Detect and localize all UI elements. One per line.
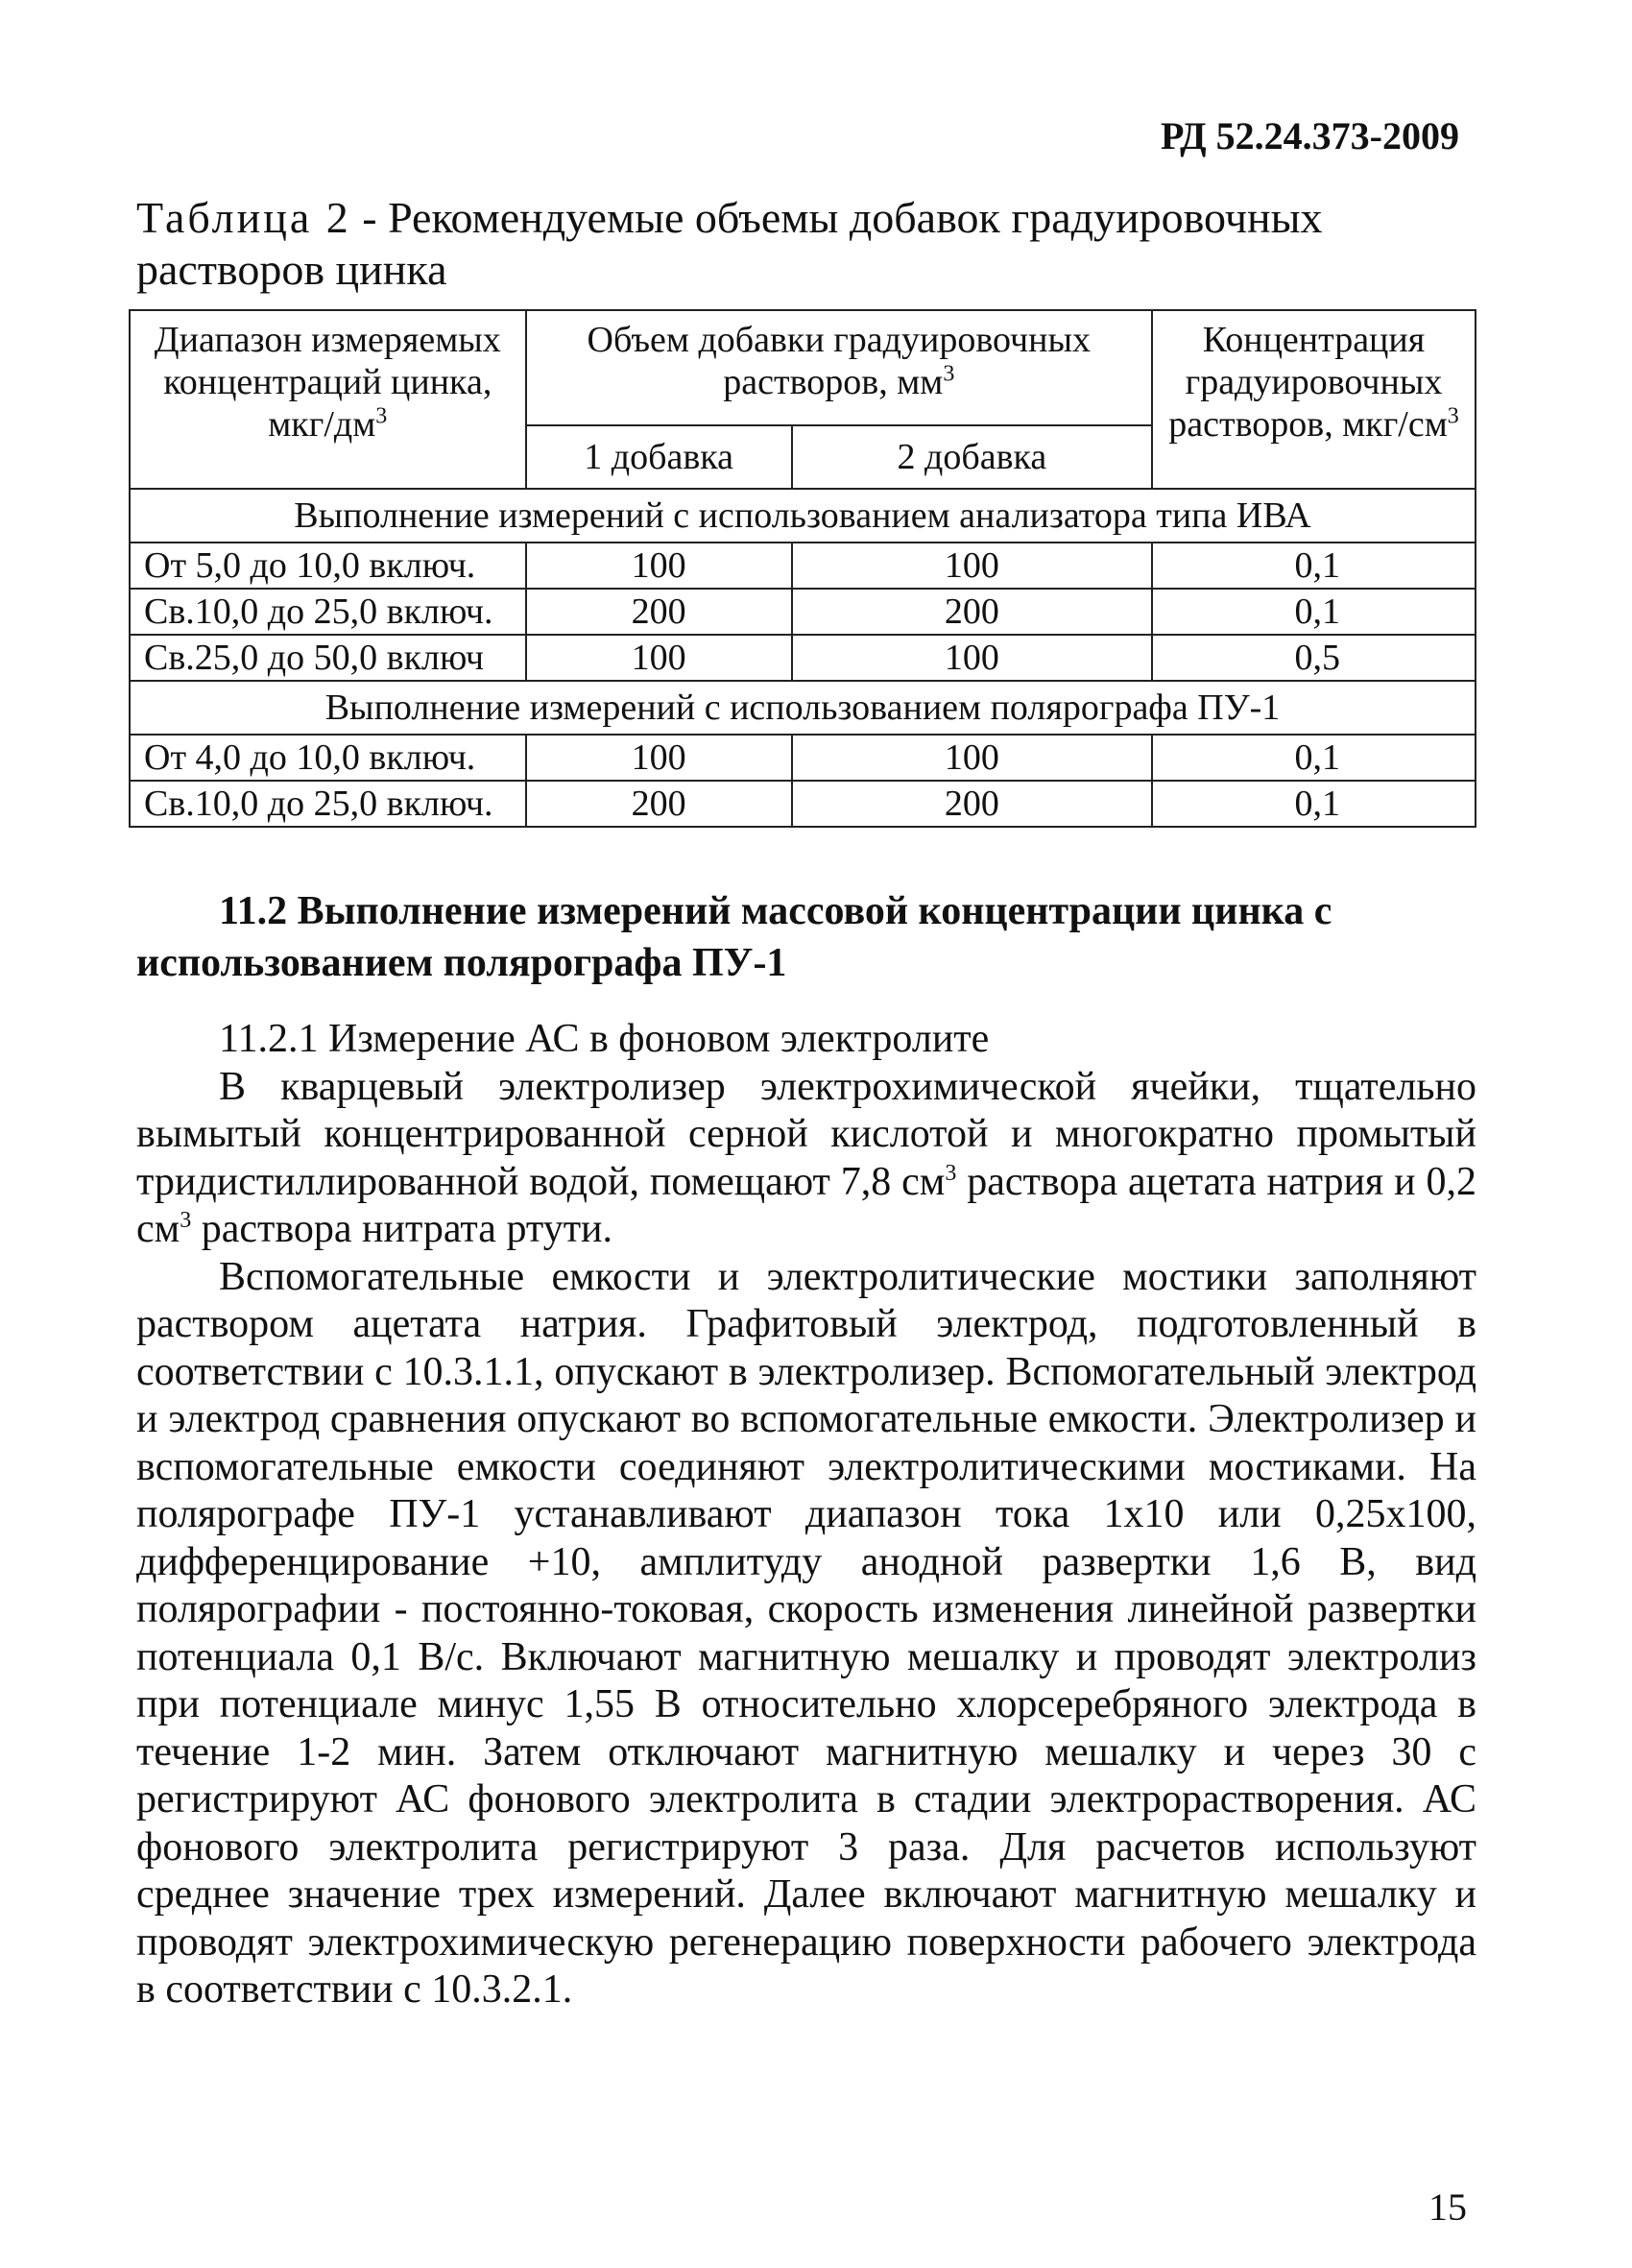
zinc-additions-table bbox=[129, 309, 1476, 828]
cell-addition-2: 100 bbox=[792, 635, 1152, 681]
table-caption-label: Таблица 2 bbox=[136, 193, 351, 242]
table-row bbox=[130, 735, 1476, 781]
cell-addition-2: 100 bbox=[792, 543, 1152, 589]
document-code: РД 52.24.373-2009 bbox=[1161, 114, 1459, 157]
table-row bbox=[130, 543, 1476, 589]
cell-addition-1: 200 bbox=[526, 781, 792, 827]
cell-range: Св.10,0 до 25,0 включ. bbox=[130, 589, 526, 635]
section-row bbox=[130, 489, 1476, 543]
cell-concentration: 0,1 bbox=[1152, 781, 1476, 827]
cell-concentration: 0,5 bbox=[1152, 635, 1476, 681]
subsection-heading: 11.2.1 Измерение АС в фоновом электролите bbox=[219, 1017, 990, 1061]
table-caption-text: - Рекомендуемые объемы добавок градуировочных растворов цинка bbox=[136, 193, 1323, 294]
header-concentration: Концентрация градуировочных растворов, мкг/$см^3$ bbox=[1152, 310, 1476, 489]
cell-range: От 5,0 до 10,0 включ. bbox=[130, 543, 526, 589]
paragraph-1: В кварцевый электролизер электрохимической ячейки, тщательно вымытый концентрированной серной кислотой и многократно промытый тридистиллированной водой, помещают 7,8 $см^3$ раствора ацетата натрия и 0,2 $см^3$ раствора нитрата ртути. bbox=[136, 1064, 1476, 1251]
header-range: Диапазон измеряемых концентраций цинка, мкг/$дм^3$ bbox=[130, 310, 526, 489]
table-row bbox=[130, 635, 1476, 681]
section-row bbox=[130, 681, 1476, 735]
cell-addition-1: 100 bbox=[526, 635, 792, 681]
body-text bbox=[136, 1016, 1476, 2015]
cell-concentration: 0,1 bbox=[1152, 543, 1476, 589]
section-heading: 11.2 Выполнение измерений массовой концентрации цинка с использованием полярографа ПУ-1 bbox=[136, 889, 1332, 985]
cell-addition-2: 100 bbox=[792, 735, 1152, 781]
cell-range: Св.10,0 до 25,0 включ. bbox=[130, 781, 526, 827]
cell-addition-2: 200 bbox=[792, 781, 1152, 827]
paragraph-2: Вспомогательные емкости и электролитические мостики заполняют раствором ацетата натрия. Графитовый электрод, подготовленный в соответствии с 10.3.1.1, опускают в электролизер. Вспомогательный электрод и электрод сравнения опускают во вспомогательные емкости. Электролизер и вспомогательные емкости соединяют электролитическими мостиками. На полярографе ПУ-1 устанавливают диапазон тока 1х10 или 0,25х100, дифференцирование +10, амплитуду анодной развертки 1,6 В, вид полярографии - постоянно-токовая, скорость изменения линейной развертки потенциала 0,1 В/с. Включают магнитную мешалку и проводят электролиз при потенциале минус 1,55 В относительно хлорсеребряного электрода в течение 1-2 мин. Затем отключают магнитную мешалку и через 30 с регистрируют АС фонового электролита в стадии электрорастворения. АС фонового электролита регистрируют 3 раза. Для расчетов используют среднее значение трех измерений. Далее включают магнитную мешалку и проводят электрохимическую регенерацию поверхности рабочего электрода в соответствии с 10.3.2.1. bbox=[136, 1254, 1476, 2012]
section-title-pu1: Выполнение измерений с использованием полярографа ПУ-1 bbox=[130, 681, 1476, 735]
cell-range: От 4,0 до 10,0 включ. bbox=[130, 735, 526, 781]
table-row bbox=[130, 589, 1476, 635]
section-title-iva: Выполнение измерений с использованием анализатора типа ИВА bbox=[130, 489, 1476, 543]
header-addition-2: 2 добавка bbox=[792, 425, 1152, 489]
table-caption bbox=[136, 192, 1471, 296]
page-number: 15 bbox=[1428, 2185, 1467, 2229]
cell-addition-1: 100 bbox=[526, 543, 792, 589]
cell-addition-1: 200 bbox=[526, 589, 792, 635]
cell-addition-2: 200 bbox=[792, 589, 1152, 635]
header-addition-1: 1 добавка bbox=[526, 425, 792, 489]
cell-concentration: 0,1 bbox=[1152, 735, 1476, 781]
cell-range: Св.25,0 до 50,0 включ bbox=[130, 635, 526, 681]
header-volume: Объем добавки градуировочных растворов, $мм^3$ bbox=[526, 310, 1153, 425]
cell-addition-1: 100 bbox=[526, 735, 792, 781]
cell-concentration: 0,1 bbox=[1152, 589, 1476, 635]
table-row bbox=[130, 781, 1476, 827]
